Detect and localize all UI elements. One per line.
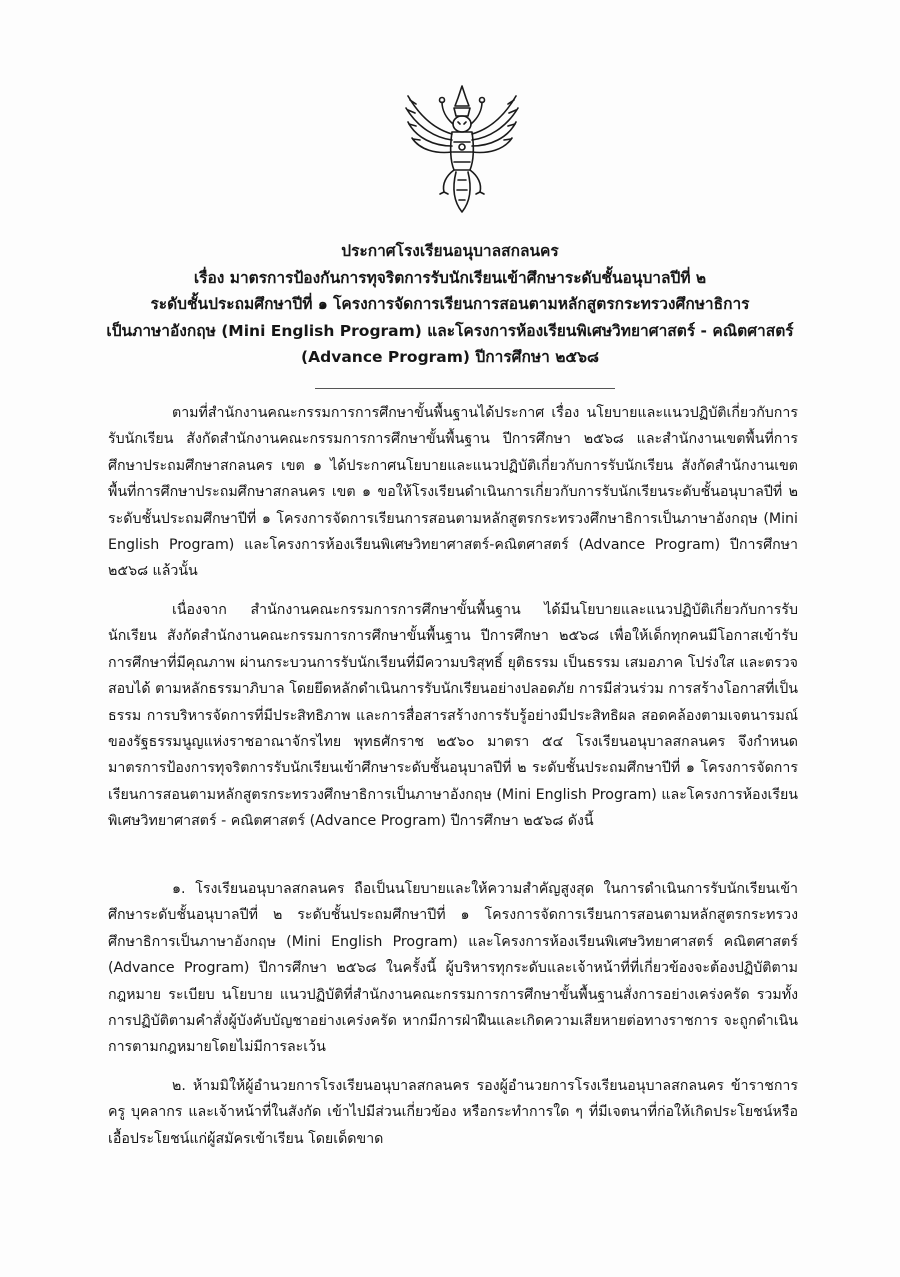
announcement-title: ประกาศโรงเรียนอนุบาลสกลนคร	[341, 242, 559, 260]
header-divider	[315, 388, 615, 389]
paragraph-measure-2: ๒. ห้ามมิให้ผู้อำนวยการโรงเรียนอนุบาลสกลนคร รองผู้อำนวยการโรงเรียนอนุบาลสกลนคร ข้าราชการครู บุคลากร และเจ้าหน้าที่ในสังกัด เข้าไปมีส่วนเกี่ยวข้อง หรือกระทำการใด ๆ ที่มีเจตนาที่ก่อให้เกิดประโยชน์หรือเอื้อประโยชน์แก่ผู้สมัครเข้าเรียน โดยเด็ดขาด	[108, 1078, 798, 1147]
announcement-subject-line-4: เป็นภาษาอังกฤษ (Mini English Program) และโครงการห้องเรียนพิเศษวิทยาศาสตร์ - คณิตศาสตร์	[106, 321, 794, 340]
announcement-subject-line-5: (Advance Program) ปีการศึกษา ๒๕๖๘	[301, 348, 599, 366]
garuda-emblem	[402, 84, 522, 216]
announcement-header	[100, 238, 800, 371]
announcement-subject: เรื่อง มาตรการป้องกันการทุจริตการรับนักเรียนเข้าศึกษาระดับชั้นอนุบาลปีที่ ๒	[193, 268, 707, 287]
paragraph-rationale: เนื่องจาก สำนักงานคณะกรรมการการศึกษาขั้นพื้นฐาน ได้มีนโยบายและแนวปฏิบัติเกี่ยวกับการรับนักเรียน สังกัดสำนักงานคณะกรรมการการศึกษาขั้นพื้นฐาน ปีการศึกษา ๒๕๖๘ เพื่อให้เด็กทุกคนมีโอกาสเข้ารับการศึกษาที่มีคุณภาพ ผ่านกระบวนการรับนักเรียนที่มีความบริสุทธิ์ ยุติธรรม เป็นธรรม เสมอภาค โปร่งใส และตรวจสอบได้ ตามหลักธรรมาภิบาล โดยยึดหลักดำเนินการรับนักเรียนอย่างปลอดภัย การมีส่วนร่วม การสร้างโอกาสที่เป็นธรรม การบริหารจัดการที่มีประสิทธิภาพ และการสื่อสารสร้างการรับรู้อย่างมีประสิทธิผล สอดคล้องตามเจตนารมณ์ของรัฐธรรมนูญแห่งราชอาณาจักรไทย พุทธศักราช ๒๕๖๐ มาตรา ๕๔ โรงเรียนอนุบาลสกลนคร จึงกำหนดมาตรการป้องการทุจริตการรับนักเรียนเข้าศึกษาระดับชั้นอนุบาลปีที่ ๒ ระดับชั้นประถมศึกษาปีที่ ๑ โครงการจัดการเรียนการสอนตามหลักสูตรกระทรวงศึกษาธิการเป็นภาษาอังกฤษ (Mini English Program) และโครงการห้องเรียนพิเศษวิทยาศาสตร์ - คณิตศาสตร์ (Advance Program) ปีการศึกษา ๒๕๖๘ ดังนี้	[108, 602, 798, 830]
paragraph-measure-1: ๑. โรงเรียนอนุบาลสกลนคร ถือเป็นนโยบายและให้ความสำคัญสูงสุด ในการดำเนินการรับนักเรียนเข้าศึกษาระดับชั้นอนุบาลปีที่ ๒ ระดับชั้นประถมศึกษาปีที่ ๑ โครงการจัดการเรียนการสอนตามหลักสูตรกระทรวงศึกษาธิการเป็นภาษาอังกฤษ (Mini English Program) และโครงการห้องเรียนพิเศษวิทยาศาสตร์ คณิตศาสตร์ (Advance Program) ปีการศึกษา ๒๕๖๘ ในครั้งนี้ ผู้บริหารทุกระดับและเจ้าหน้าที่ที่เกี่ยวข้องจะต้องปฏิบัติตามกฎหมาย ระเบียบ นโยบาย แนวปฏิบัติที่สำนักงานคณะกรรมการการศึกษาขั้นพื้นฐานสั่งการอย่างเคร่งครัด รวมทั้งการปฏิบัติตามคำสั่งผู้บังคับบัญชาอย่างเคร่งครัด หากมีการฝ่าฝืนและเกิดความเสียหายต่อทางราชการ จะถูกดำเนินการตามกฎหมายโดยไม่มีการละเว้น	[108, 881, 798, 1056]
paragraph-background: ตามที่สำนักงานคณะกรรมการการศึกษาขั้นพื้นฐานได้ประกาศ เรื่อง นโยบายและแนวปฏิบัติเกี่ยวกับการรับนักเรียน สังกัดสำนักงานคณะกรรมการการศึกษาขั้นพื้นฐาน ปีการศึกษา ๒๕๖๘ และสำนักงานเขตพื้นที่การศึกษาประถมศึกษาสกลนคร เขต ๑ ได้ประกาศนโยบายและแนวปฏิบัติเกี่ยวกับการรับนักเรียน สังกัดสำนักงานเขตพื้นที่การศึกษาประถมศึกษาสกลนคร เขต ๑ ขอให้โรงเรียนดำเนินการเกี่ยวกับการรับนักเรียนระดับชั้นอนุบาลปีที่ ๒ ระดับชั้นประถมศึกษาปีที่ ๑ โครงการจัดการเรียนการสอนตามหลักสูตรกระทรวงศึกษาธิการเป็นภาษาอังกฤษ (Mini English Program) และโครงการห้องเรียนพิเศษวิทยาศาสตร์-คณิตศาสตร์ (Advance Program) ปีการศึกษา ๒๕๖๘ แล้วนั้น	[108, 405, 798, 580]
announcement-subject-line-3: ระดับชั้นประถมศึกษาปีที่ ๑ โครงการจัดการเรียนการสอนตามหลักสูตรกระทรวงศึกษาธิการ	[150, 295, 750, 313]
